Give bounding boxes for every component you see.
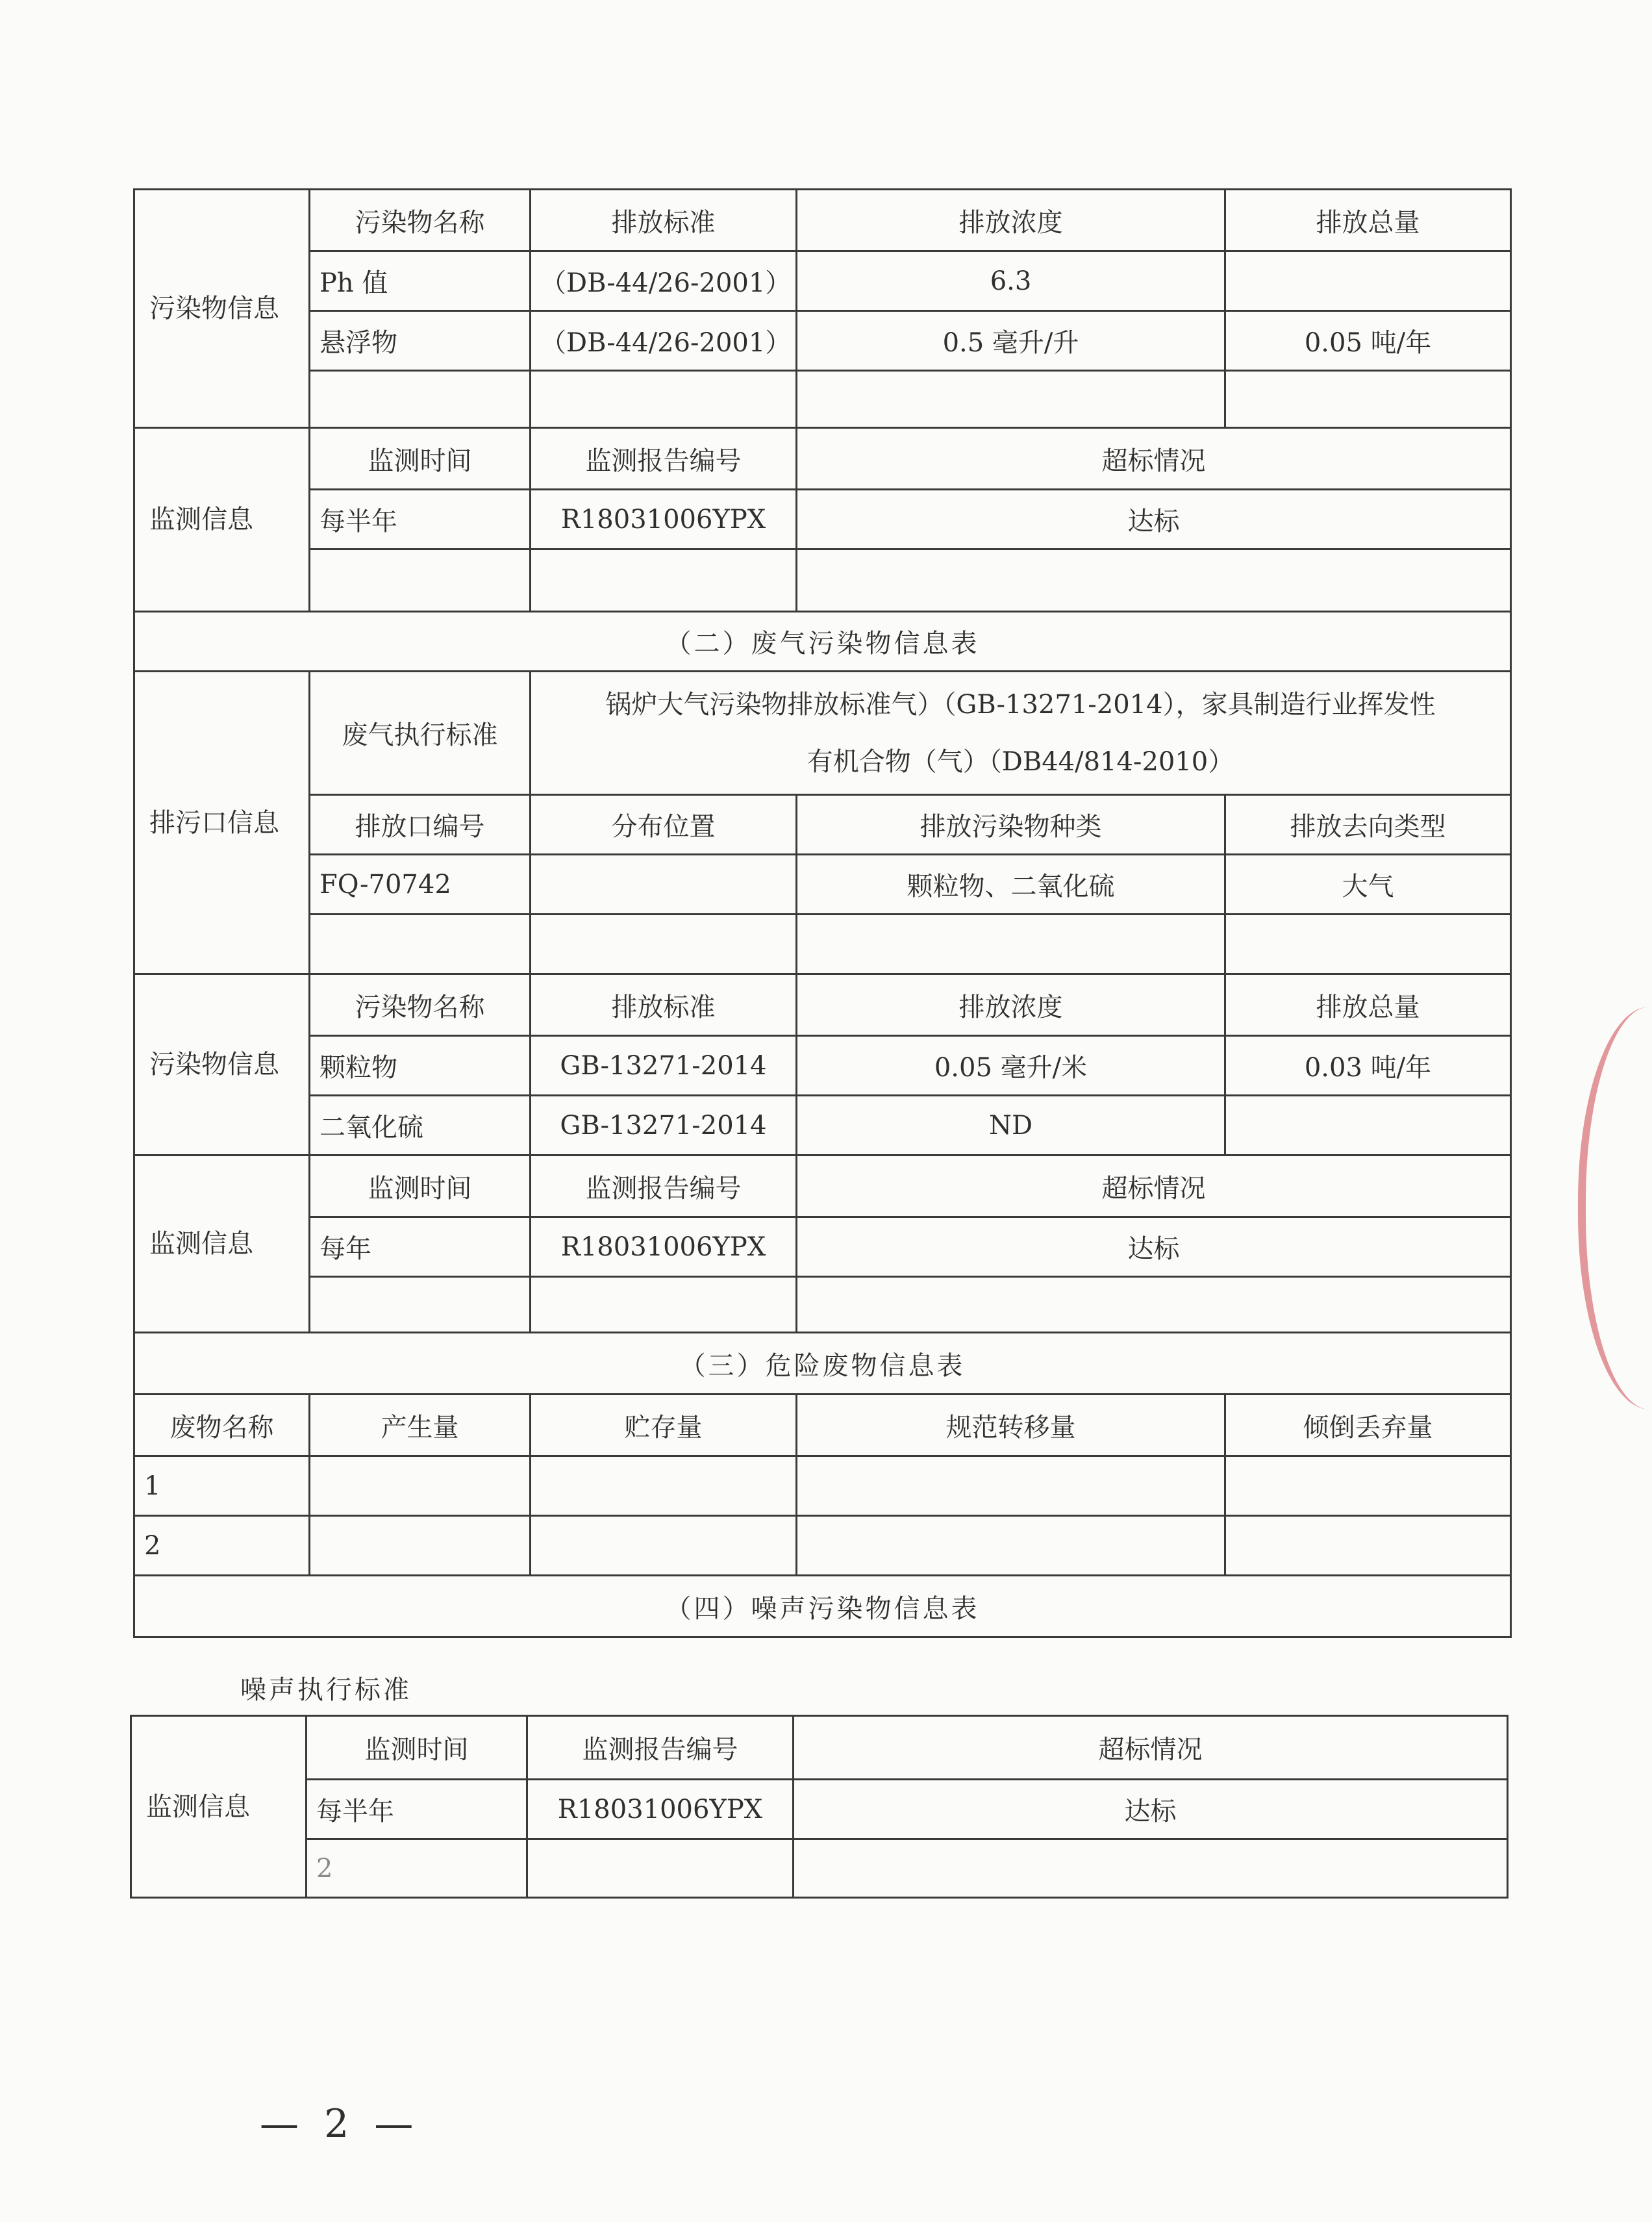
column-header: 排放总量 — [1225, 974, 1511, 1036]
pollution-info-table — [133, 188, 1512, 1638]
section-title: （二）废气污染物信息表 — [134, 612, 1511, 672]
table-cell — [531, 915, 797, 974]
table-cell — [310, 1516, 531, 1576]
column-header: 监测时间 — [310, 1155, 531, 1217]
table-row — [134, 612, 1511, 672]
table-cell — [531, 1456, 797, 1516]
table-cell: 0.03 吨/年 — [1225, 1036, 1511, 1096]
column-header: 监测时间 — [310, 428, 531, 490]
table-cell — [531, 371, 797, 428]
category-label: 监测信息 — [134, 1155, 310, 1333]
column-header: 贮存量 — [531, 1395, 797, 1456]
table-cell: 每半年 — [310, 490, 531, 549]
gas-standard-text — [531, 672, 1511, 795]
table-cell: Ph 值 — [310, 251, 531, 311]
column-header: 监测报告编号 — [531, 1155, 797, 1217]
table-cell — [797, 371, 1225, 428]
table-cell: FQ-70742 — [310, 855, 531, 915]
table-cell: 0.05 吨/年 — [1225, 311, 1511, 371]
column-header: 监测时间 — [307, 1716, 527, 1780]
table-row — [131, 1780, 1508, 1839]
table-cell — [310, 1277, 531, 1333]
table-cell: （DB-44/26-2001） — [531, 251, 797, 311]
table-cell — [310, 549, 531, 612]
table-cell — [797, 915, 1225, 974]
table-row — [134, 428, 1511, 490]
table-cell — [310, 371, 531, 428]
category-label: 监测信息 — [131, 1716, 307, 1898]
category-label: 监测信息 — [134, 428, 310, 612]
section-title: （四）噪声污染物信息表 — [134, 1576, 1511, 1637]
column-header: 排放去向类型 — [1225, 795, 1511, 855]
gas-standard-line: 有机合物（气）（DB44/814-2010） — [807, 746, 1234, 777]
column-header: 监测报告编号 — [531, 428, 797, 490]
page-number: — 2 — — [260, 2101, 420, 2147]
table-cell: R18031006YPX — [531, 1217, 797, 1277]
table-row — [134, 371, 1511, 428]
column-header: 超标情况 — [794, 1716, 1508, 1780]
table-cell — [1225, 915, 1511, 974]
column-header: 排放总量 — [1225, 190, 1511, 251]
table-cell: R18031006YPX — [531, 490, 797, 549]
table-cell: 达标 — [797, 490, 1511, 549]
column-header: 污染物名称 — [310, 974, 531, 1036]
table-cell: 0.5 毫升/升 — [797, 311, 1225, 371]
table-cell: 达标 — [797, 1217, 1511, 1277]
table-cell: 大气 — [1225, 855, 1511, 915]
table-cell: 每半年 — [307, 1780, 527, 1839]
table-cell — [531, 855, 797, 915]
table-cell: 6.3 — [797, 251, 1225, 311]
table-cell: 2 — [307, 1839, 527, 1898]
table-cell: GB-13271-2014 — [531, 1036, 797, 1096]
column-header: 污染物名称 — [310, 190, 531, 251]
table-row — [134, 251, 1511, 311]
category-label: 污染物信息 — [134, 190, 310, 428]
table-cell — [1225, 1456, 1511, 1516]
table-row — [134, 311, 1511, 371]
noise-monitoring-table — [130, 1715, 1508, 1899]
column-header: 排放口编号 — [310, 795, 531, 855]
column-header: 排放标准 — [531, 974, 797, 1036]
table-cell — [531, 1516, 797, 1576]
table-cell: ND — [797, 1096, 1225, 1155]
table-row — [134, 1217, 1511, 1277]
table-cell: GB-13271-2014 — [531, 1096, 797, 1155]
column-header: 产生量 — [310, 1395, 531, 1456]
table-cell: 颗粒物 — [310, 1036, 531, 1096]
table-cell: 每年 — [310, 1217, 531, 1277]
category-label: 污染物信息 — [134, 974, 310, 1155]
table-cell — [794, 1839, 1508, 1898]
column-header: 超标情况 — [797, 428, 1511, 490]
table-row — [131, 1716, 1508, 1780]
table-row — [134, 1456, 1511, 1516]
table-row — [134, 1096, 1511, 1155]
table-cell: （DB-44/26-2001） — [531, 311, 797, 371]
table-cell — [797, 1277, 1511, 1333]
column-header: 排放污染物种类 — [797, 795, 1225, 855]
column-header: 倾倒丢弃量 — [1225, 1395, 1511, 1456]
table-cell — [797, 549, 1511, 612]
table-row — [134, 672, 1511, 795]
column-header: 排放浓度 — [797, 974, 1225, 1036]
table-row — [134, 1516, 1511, 1576]
column-header: 分布位置 — [531, 795, 797, 855]
table-row — [134, 915, 1511, 974]
table-row — [134, 1333, 1511, 1395]
table-row — [134, 795, 1511, 855]
red-seal-stamp — [1578, 1007, 1652, 1409]
noise-standard-label: 噪声执行标准 — [240, 1675, 412, 1705]
column-header: 排放标准 — [531, 190, 797, 251]
table-row — [131, 1839, 1508, 1898]
table-cell: 1 — [134, 1456, 310, 1516]
column-header: 规范转移量 — [797, 1395, 1225, 1456]
table-cell — [1225, 1096, 1511, 1155]
table-cell — [1225, 371, 1511, 428]
table-row — [134, 1576, 1511, 1637]
gas-standard-line: 锅炉大气污染物排放标准气）（GB-13271-2014），家具制造行业挥发性 — [605, 689, 1436, 720]
table-row — [134, 190, 1511, 251]
category-label: 排污口信息 — [134, 672, 310, 974]
section-title: （三）危险废物信息表 — [134, 1333, 1511, 1395]
row-label: 废气执行标准 — [310, 672, 531, 795]
table-cell — [797, 1516, 1225, 1576]
table-cell — [310, 1456, 531, 1516]
column-header: 废物名称 — [134, 1395, 310, 1456]
table-row — [134, 1395, 1511, 1456]
table-row — [134, 490, 1511, 549]
table-row — [134, 1277, 1511, 1333]
table-cell: 2 — [134, 1516, 310, 1576]
table-cell — [531, 1277, 797, 1333]
table-cell: 二氧化硫 — [310, 1096, 531, 1155]
table-row — [134, 974, 1511, 1036]
table-cell — [527, 1839, 794, 1898]
table-cell — [797, 1456, 1225, 1516]
table-cell: R18031006YPX — [527, 1780, 794, 1839]
table-cell — [1225, 251, 1511, 311]
table-cell — [1225, 1516, 1511, 1576]
table-row — [134, 855, 1511, 915]
table-cell: 颗粒物、二氧化硫 — [797, 855, 1225, 915]
table-cell — [310, 915, 531, 974]
column-header: 超标情况 — [797, 1155, 1511, 1217]
table-cell — [531, 549, 797, 612]
column-header: 监测报告编号 — [527, 1716, 794, 1780]
column-header: 排放浓度 — [797, 190, 1225, 251]
table-cell: 达标 — [794, 1780, 1508, 1839]
table-row — [134, 549, 1511, 612]
table-row — [134, 1036, 1511, 1096]
table-cell: 0.05 毫升/米 — [797, 1036, 1225, 1096]
table-row — [134, 1155, 1511, 1217]
table-cell: 悬浮物 — [310, 311, 531, 371]
